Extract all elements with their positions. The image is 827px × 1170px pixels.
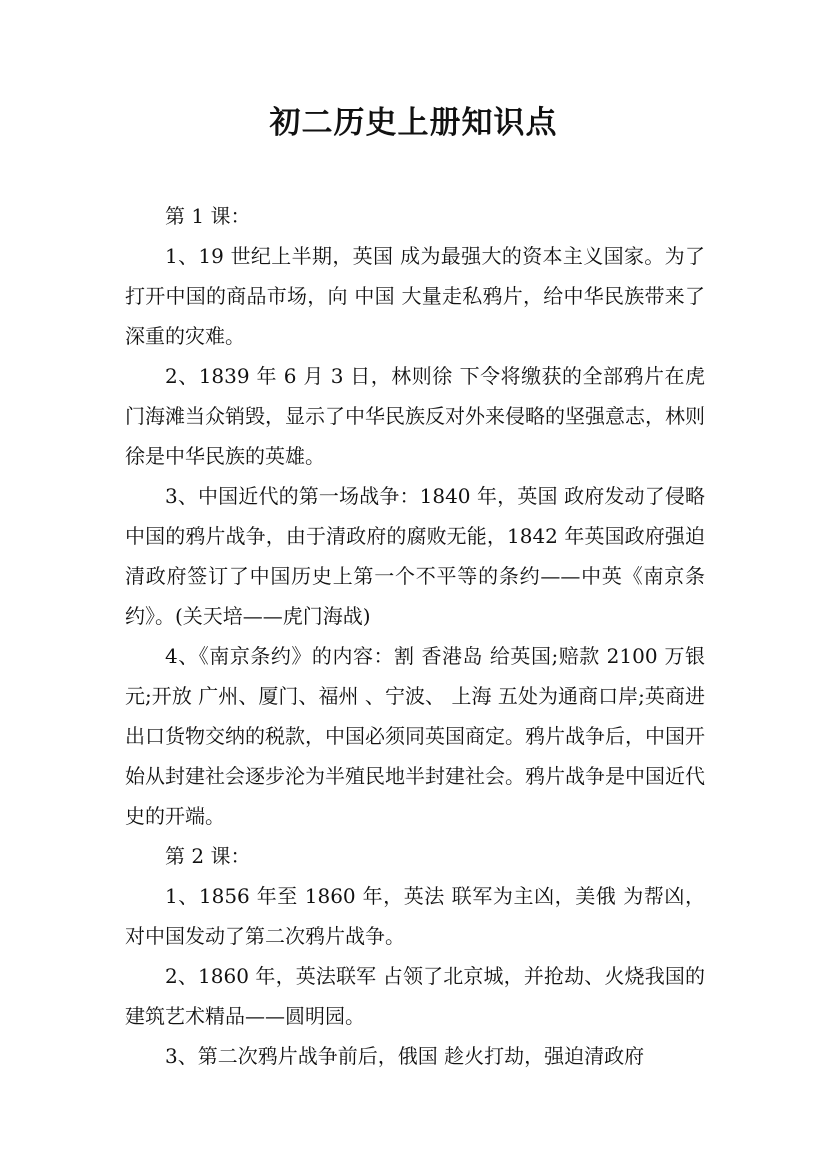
paragraph: 2、1860 年，英法联军 占领了北京城，并抢劫、火烧我国的建筑艺术精品——圆明园。 [125, 964, 705, 1028]
paragraph: 1、1856 年至 1860 年，英法 联军为主凶，美俄 为帮凶，对中国发动了第二次鸦片战争。 [125, 884, 705, 948]
section-heading: 第 1 课： [165, 204, 251, 228]
paragraph: 3、中国近代的第一场战争：1840 年，英国 政府发动了侵略中国的鸦片战争，由于清政府的腐败无能，1842 年英国政府强迫清政府签订了中国历史上第一个不平等的条约——中英《南京条约》。(关天培——虎门海战) [125, 484, 705, 628]
section-heading: 第 2 课： [165, 844, 251, 868]
paragraph: 1、19 世纪上半期，英国 成为最强大的资本主义国家。为了打开中国的商品市场，向 中国 大量走私鸦片，给中华民族带来了深重的灾难。 [125, 244, 705, 348]
document-title: 初二历史上册知识点 [269, 105, 558, 141]
paragraph: 3、第二次鸦片战争前后，俄国 趁火打劫，强迫清政府 [165, 1044, 645, 1068]
paragraph: 4、《南京条约》的内容：割 香港岛 给英国;赔款 2100 万银元;开放 广州、厦门、福州 、宁波、 上海 五处为通商口岸;英商进出口货物交纳的税款，中国必须同英国商定。鸦片战争后，中国开始从封建社会逐步沦为半殖民地半封建社会。鸦片战争是中国近代史的开端。 [125, 644, 705, 828]
document-body [125, 196, 705, 1076]
paragraph: 2、1839 年 6 月 3 日，林则徐 下令将缴获的全部鸦片在虎门海滩当众销毁，显示了中华民族反对外来侵略的坚强意志，林则徐是中华民族的英雄。 [125, 364, 705, 468]
